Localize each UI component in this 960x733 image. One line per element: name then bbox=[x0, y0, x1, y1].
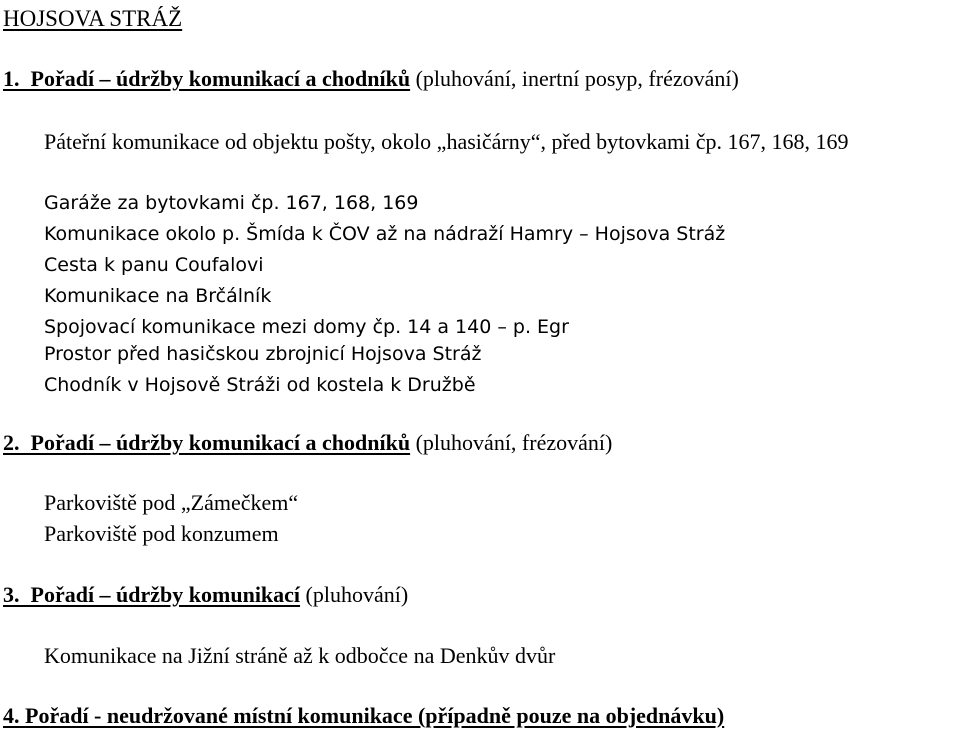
section-1-note: (pluhování, inertní posyp, frézování) bbox=[415, 66, 739, 91]
section-1-number: 1. bbox=[3, 66, 20, 91]
section-1-item-3: Komunikace okolo p. Šmída k ČOV až na nádraží Hamry – Hojsova Stráž bbox=[44, 223, 726, 245]
section-3-heading bbox=[3, 582, 408, 608]
section-1-title: Pořadí – údržby komunikací a chodníků bbox=[30, 66, 411, 91]
section-1-item-7: Prostor před hasičskou zbrojnicí Hojsova Stráž bbox=[44, 343, 482, 365]
section-4-number: 4. bbox=[3, 703, 20, 728]
section-1-item-5: Komunikace na Brčálník bbox=[44, 285, 272, 307]
section-2-number: 2. bbox=[3, 430, 20, 455]
section-2-item-2: Parkoviště pod konzumem bbox=[44, 521, 279, 546]
section-1-item-2: Garáže za bytovkami čp. 167, 168, 169 bbox=[44, 192, 419, 214]
section-3-number: 3. bbox=[3, 582, 20, 607]
section-2-item-1: Parkoviště pod „Zámečkem“ bbox=[44, 490, 299, 515]
section-1-item-6: Spojovací komunikace mezi domy čp. 14 a 140 – p. Egr bbox=[44, 316, 569, 338]
section-1-heading bbox=[3, 66, 739, 92]
section-1-item-4: Cesta k panu Coufalovi bbox=[44, 254, 264, 276]
section-3-item-1: Komunikace na Jižní stráně až k odbočce na Denkův dvůr bbox=[44, 643, 556, 668]
section-3-title: Pořadí – údržby komunikací bbox=[30, 582, 301, 607]
section-1-item-8: Chodník v Hojsově Stráži od kostela k Družbě bbox=[44, 374, 476, 396]
section-3-note: (pluhování) bbox=[305, 582, 409, 607]
section-4-title: Pořadí - neudržované místní komunikace (případně pouze na objednávku) bbox=[25, 703, 725, 728]
section-2-note: (pluhování, frézování) bbox=[415, 430, 613, 455]
section-1-item-1: Páteřní komunikace od objektu pošty, okolo „hasičárny“, před bytovkami čp. 167, 168, 169 bbox=[44, 129, 849, 154]
section-2-title: Pořadí – údržby komunikací a chodníků bbox=[30, 430, 411, 455]
section-4-heading bbox=[3, 703, 724, 729]
document-title: HOJSOVA STRÁŽ bbox=[3, 6, 183, 31]
section-2-heading bbox=[3, 430, 612, 456]
